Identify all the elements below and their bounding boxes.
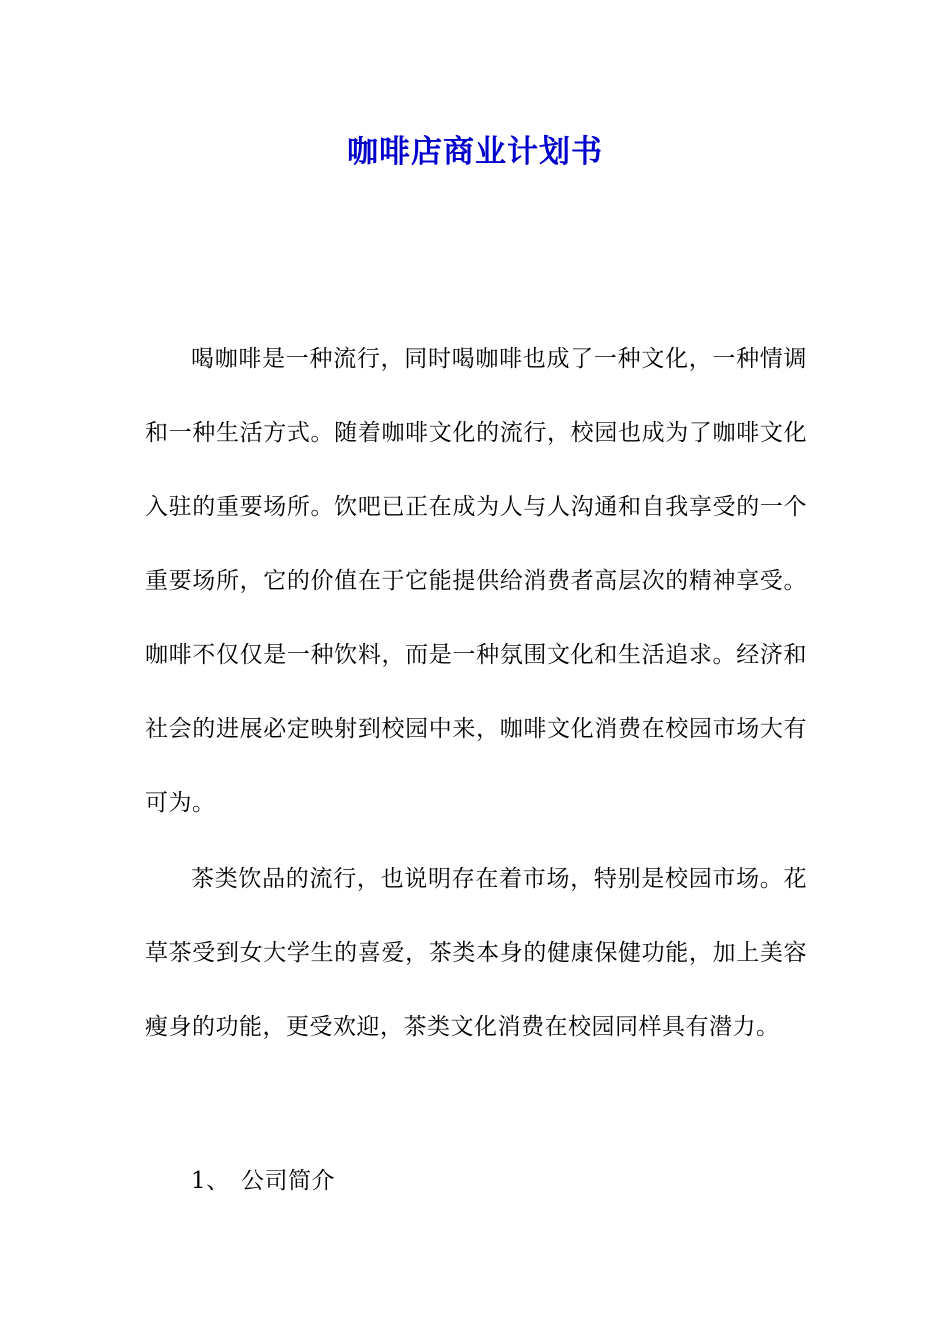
paragraph-coffee-culture: 喝咖啡是一种流行，同时喝咖啡也成了一种文化，一种情调和一种生活方式。随着咖啡文化的流行，校园也成为了咖啡文化入驻的重要场所。饮吧已正在成为人与人沟通和自我享受的一个重要场所，它的价值在于它能提供给消费者高层次的精神享受。咖啡不仅仅是一种饮料，而是一种氛围文化和生活追求。经济和社会的进展必定映射到校园中来，咖啡文化消费在校园市场大有可为。 [145,346,807,816]
section-heading [191,1144,335,1218]
section-number: 1、 [191,1168,230,1194]
paragraph-tea-market: 茶类饮品的流行，也说明存在着市场，特别是校园市场。花草茶受到女大学生的喜爱，茶类本身的健康保健功能，加上美容瘦身的功能，更受欢迎，茶类文化消费在校园同样具有潜力。 [145,866,807,1040]
document-title: 咖啡店商业计划书 [347,134,603,170]
section-title: 公司简介 [241,1168,335,1194]
